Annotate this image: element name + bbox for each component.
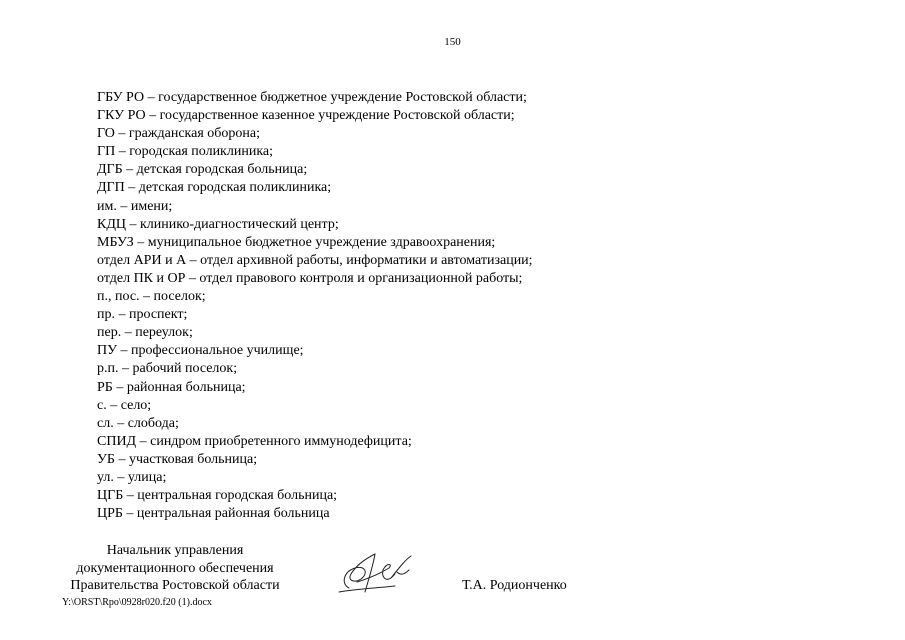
page-number: 150 bbox=[444, 36, 461, 48]
abbreviation-item: УБ – участковая больница; bbox=[97, 451, 258, 467]
document-file-path: Y:\ORST\Rpo\0928r020.f20 (1).docx bbox=[62, 597, 212, 608]
abbreviation-item: ПУ – профессиональное училище; bbox=[97, 343, 304, 359]
abbreviation-item: РБ – районная больница; bbox=[97, 379, 246, 395]
abbreviation-item: пер. – переулок; bbox=[97, 325, 193, 341]
abbreviation-item: СПИД – синдром приобретенного иммунодефицита; bbox=[97, 433, 412, 449]
abbreviation-item: с. – село; bbox=[97, 397, 152, 413]
handwritten-signature bbox=[335, 548, 420, 598]
abbreviation-item: сл. – слобода; bbox=[97, 415, 179, 431]
signer-name: Т.А. Родионченко bbox=[462, 578, 567, 593]
abbreviation-item: ул. – улица; bbox=[97, 469, 167, 485]
abbreviation-item: ЦГБ – центральная городская больница; bbox=[97, 488, 338, 504]
abbreviation-item: КДЦ – клинико-диагностический центр; bbox=[97, 216, 339, 232]
signatory-title-line: Начальник управления bbox=[106, 543, 244, 558]
signatory-title-line: Правительства Ростовской области bbox=[70, 578, 280, 593]
abbreviation-item: ГБУ РО – государственное бюджетное учреждение Ростовской области; bbox=[97, 90, 527, 105]
abbreviation-item: ГКУ РО – государственное казенное учреждение Ростовской области; bbox=[97, 108, 515, 124]
abbreviation-item: ГП – городская поликлиника; bbox=[97, 144, 274, 160]
abbreviation-list bbox=[97, 89, 533, 523]
signatory-title-line: документационного обеспечения bbox=[76, 560, 274, 576]
abbreviation-item: ДГБ – детская городская больница; bbox=[97, 162, 308, 178]
signatory-title bbox=[60, 542, 290, 595]
abbreviation-item: ГО – гражданская оборона; bbox=[97, 126, 260, 142]
abbreviation-item: р.п. – рабочий поселок; bbox=[97, 361, 238, 377]
abbreviation-item: МБУЗ – муниципальное бюджетное учреждение здравоохранения; bbox=[97, 234, 496, 250]
abbreviation-item: пр. – проспект; bbox=[97, 307, 188, 323]
abbreviation-item: ДГП – детская городская поликлиника; bbox=[97, 180, 332, 196]
abbreviation-item: им. – имени; bbox=[97, 198, 173, 214]
abbreviation-item: отдел АРИ и А – отдел архивной работы, информатики и автоматизации; bbox=[97, 252, 533, 268]
abbreviation-item: ЦРБ – центральная районная больница bbox=[97, 506, 330, 522]
abbreviation-item: п., пос. – поселок; bbox=[97, 289, 206, 305]
abbreviation-item: отдел ПК и ОР – отдел правового контроля и организационной работы; bbox=[97, 270, 523, 286]
